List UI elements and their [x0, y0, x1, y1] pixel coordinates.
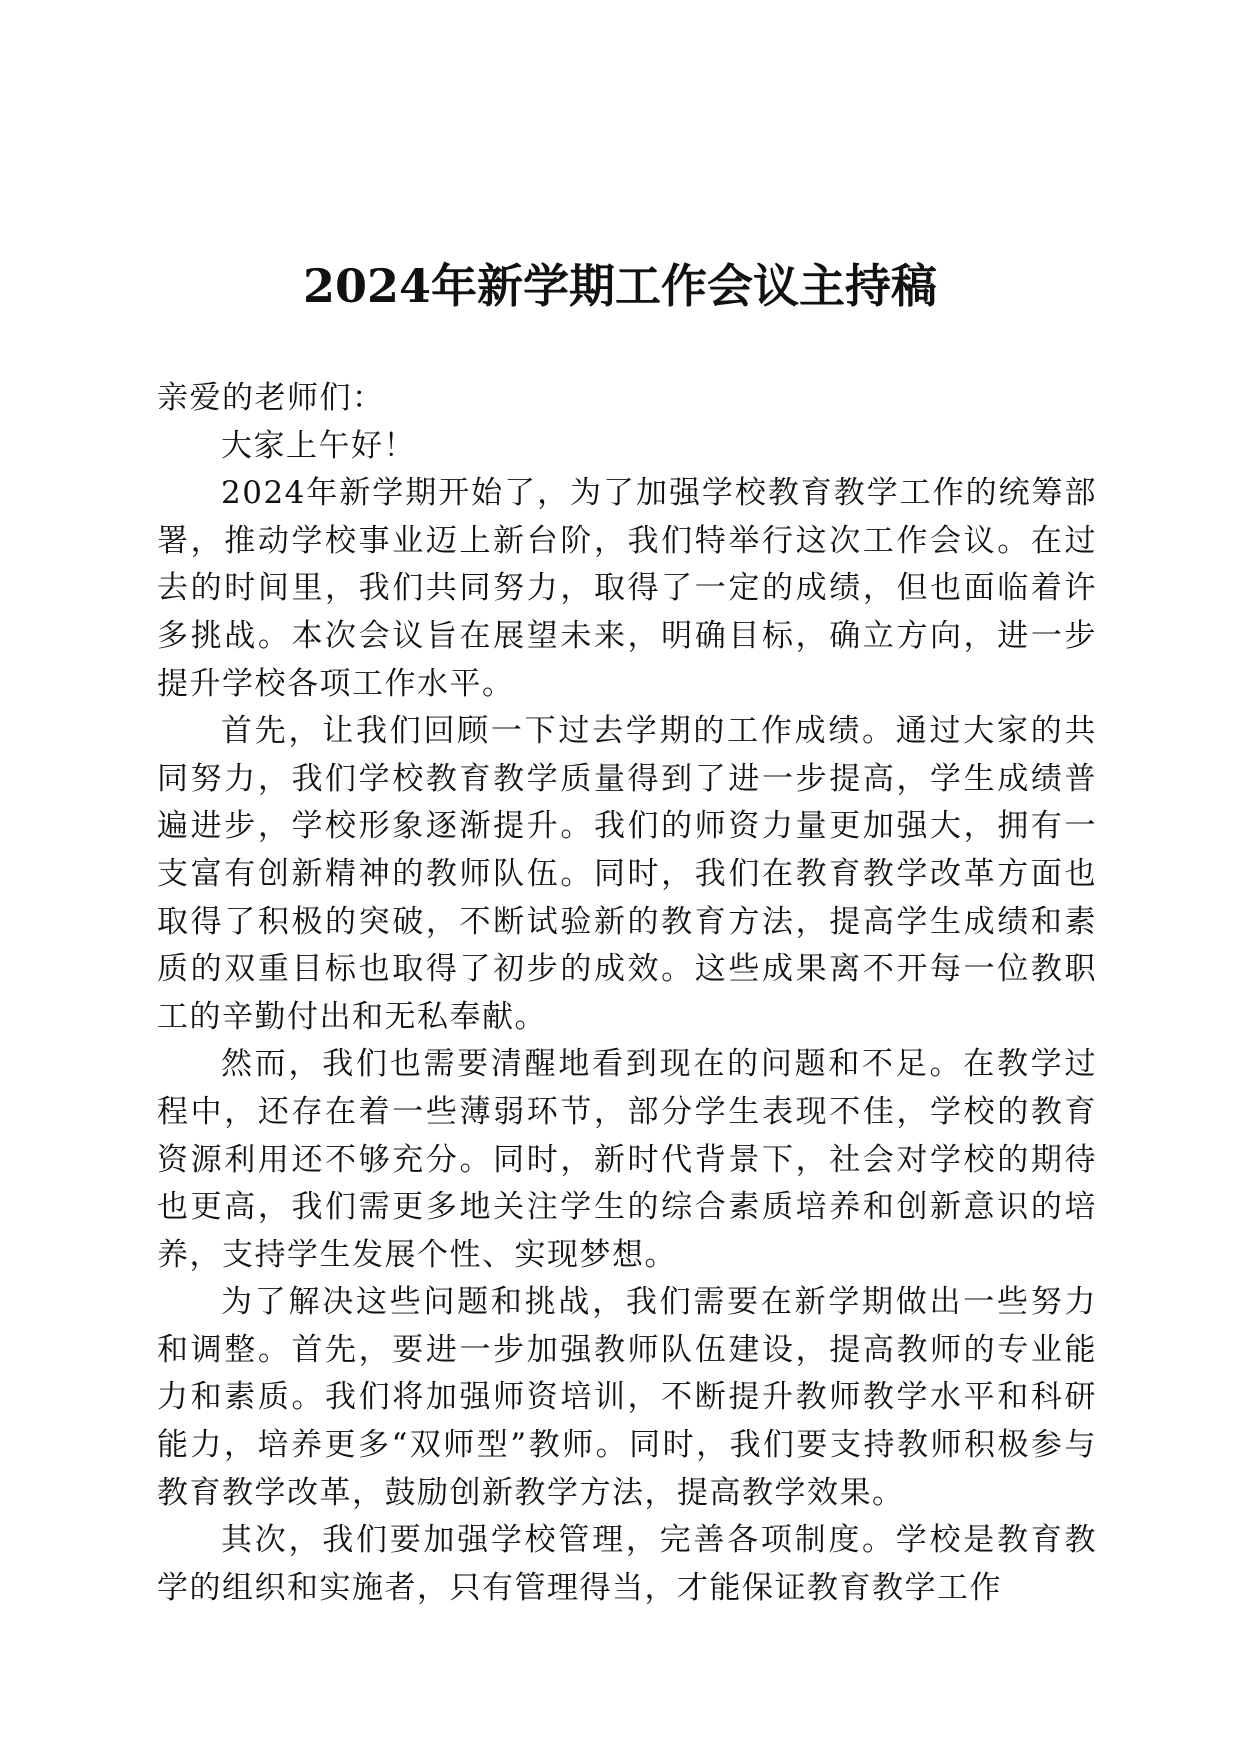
paragraph-problems: 然而，我们也需要清醒地看到现在的问题和不足。在教学过程中，还存在着一些薄弱环节，部分学生表现不佳，学校的教育资源利用还不够充分。同时，新时代背景下，社会对学校的期待也更高，我们需更多地关注学生的综合素质培养和创新意识的培养，支持学生发展个性、实现梦想。 [157, 1046, 1097, 1273]
document-title: 2024年新学期工作会议主持稿 [302, 259, 938, 313]
paragraph-intro: 2024年新学期开始了，为了加强学校教育教学工作的统筹部署，推动学校事业迈上新台阶，我们特举行这次工作会议。在过去的时间里，我们共同努力，取得了一定的成绩，但也面临着许多挑战。本次会议旨在展望未来，明确目标，确立方向，进一步提升学校各项工作水平。 [157, 475, 1097, 702]
paragraph-review: 首先，让我们回顾一下过去学期的工作成绩。通过大家的共同努力，我们学校教育教学质量得到了进一步提高，学生成绩普遍进步，学校形象逐渐提升。我们的师资力量更加强大，拥有一支富有创新精神的教师队伍。同时，我们在教育教学改革方面也取得了积极的突破，不断试验新的教育方法，提高学生成绩和素质的双重目标也取得了初步的成效。这些成果离不开每一位教职工的辛勤付出和无私奉献。 [157, 713, 1097, 1035]
document-body [157, 375, 1097, 1612]
salutation: 亲爱的老师们： [157, 380, 385, 416]
greeting: 大家上午好！ [221, 427, 416, 464]
paragraph-management: 其次，我们要加强学校管理，完善各项制度。学校是教育教学的组织和实施者，只有管理得当，才能保证教育教学工作 [157, 1522, 1097, 1606]
paragraph-solutions: 为了解决这些问题和挑战，我们需要在新学期做出一些努力和调整。首先，要进一步加强教师队伍建设，提高教师的专业能力和素质。我们将加强师资培训，不断提升教师教学水平和科研能力，培养更多“双师型”教师。同时，我们要支持教师积极参与教育教学改革，鼓励创新教学方法，提高教学效果。 [157, 1284, 1097, 1511]
